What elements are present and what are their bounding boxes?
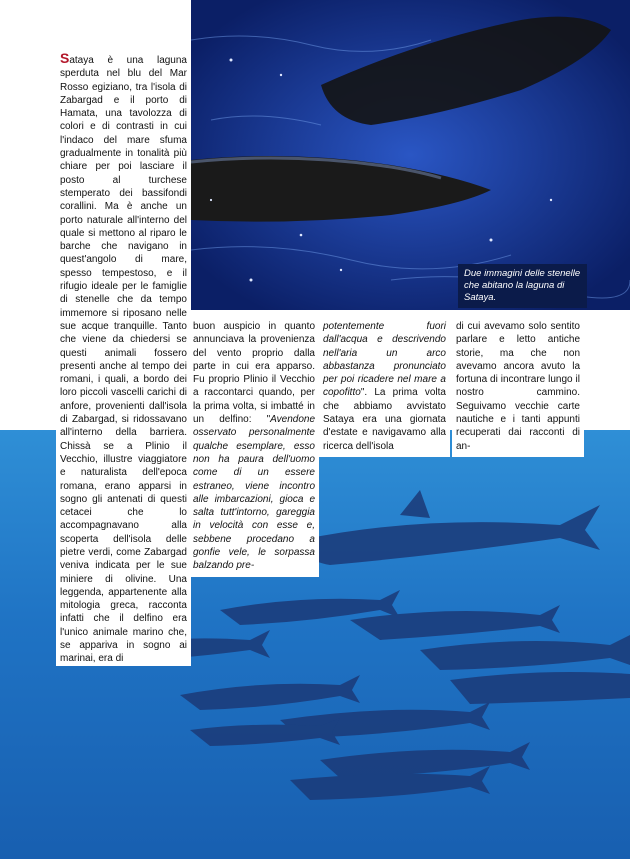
pliny-quote-text: potentemente fuori dall'acqua e descrivendo nell'aria un arco abbastanza pronunciato per poi ricadere nel mare a copofitto xyxy=(323,321,446,399)
article-column-4 xyxy=(452,318,584,457)
article-column-1 xyxy=(56,52,191,666)
column-text: ataya è una laguna sperduta nel blu del Mar Rosso egiziano, tra l'isola di Zabargad e il porto di Hamata, una tavolozza di colori e di contrasti in cui l'indaco del mare sfuma gradualmente in tonalità più chiare per poi lasciare il posto al turchese stemperato dei bassifondi corallini. Ma è anche un porto naturale all'interno del quale si mettono al riparo le barche che navigano in quest'angolo di mare, spesso tempestoso, e il rifugio ideale per le famiglie di stenelle che da tempo immemore si riposano nelle sue acque tranquille. Tanto che viene da chiedersi se questi animali fossero presenti anche al tempo dei romani, i quali, a bordo dei loro piccoli vascelli carichi di anfore, provenienti dall'isola di Zabargad, si ridossavano all'interno della barriera. Chissà se a Plinio il Vecchio, illustre viaggiatore e naturalista dell'epoca romana, erano apparsi in sogno gli antenati di questi cetacei che lo accompagnavano alla scoperta dell'isola delle pietre verdi, come Zabargad veniva indicata per le sue miniere di olivine. Una leggenda, appartenente alla mitologia greca, racconta infatti che il delfino era l'unico animale marino che, se appariva in sogno ai marinai, era di xyxy=(60,55,187,665)
article-paragraph xyxy=(323,320,446,453)
drop-cap: S xyxy=(60,50,70,66)
article-paragraph: di cui avevamo solo sentito parlare e letto antiche storie, ma che non avevamo ancora avuto la fortuna di incontrare lungo il nostro cammino. Seguivamo vecchie carte nautiche e i tanti appunti recuperati dai racconti di an- xyxy=(456,321,580,452)
photo-caption: Due immagini delle stenelle che abitano la laguna di Sataya. xyxy=(458,264,587,308)
article-paragraph xyxy=(60,52,187,666)
column-text: buon auspicio in quanto annunciava la provenienza del vento proprio dalla parte in cui era apparso. Fu proprio Plinio il Vecchio a raccontarci quando, per la prima volta, si imbatté in un delfino: " xyxy=(193,321,315,426)
pliny-quote-text: Avendone osservato personalmente qualche esemplare, esso non ha paura dell'uomo come di un essere estraneo, viene incontro alle imbarcazioni, gioca e salta tutt'intorno, gareggia in velocità con esse e, sebbene procedano a gonfie vele, le sorpassa balzando pre- xyxy=(193,414,315,572)
article-column-3 xyxy=(319,318,450,457)
article-paragraph xyxy=(193,320,315,573)
column-text: ". La prima volta che abbiamo avvistato Sataya era una giornata d'estate e navigavamo alla ricerca dell'isola xyxy=(323,387,446,452)
article-column-2 xyxy=(189,318,319,577)
